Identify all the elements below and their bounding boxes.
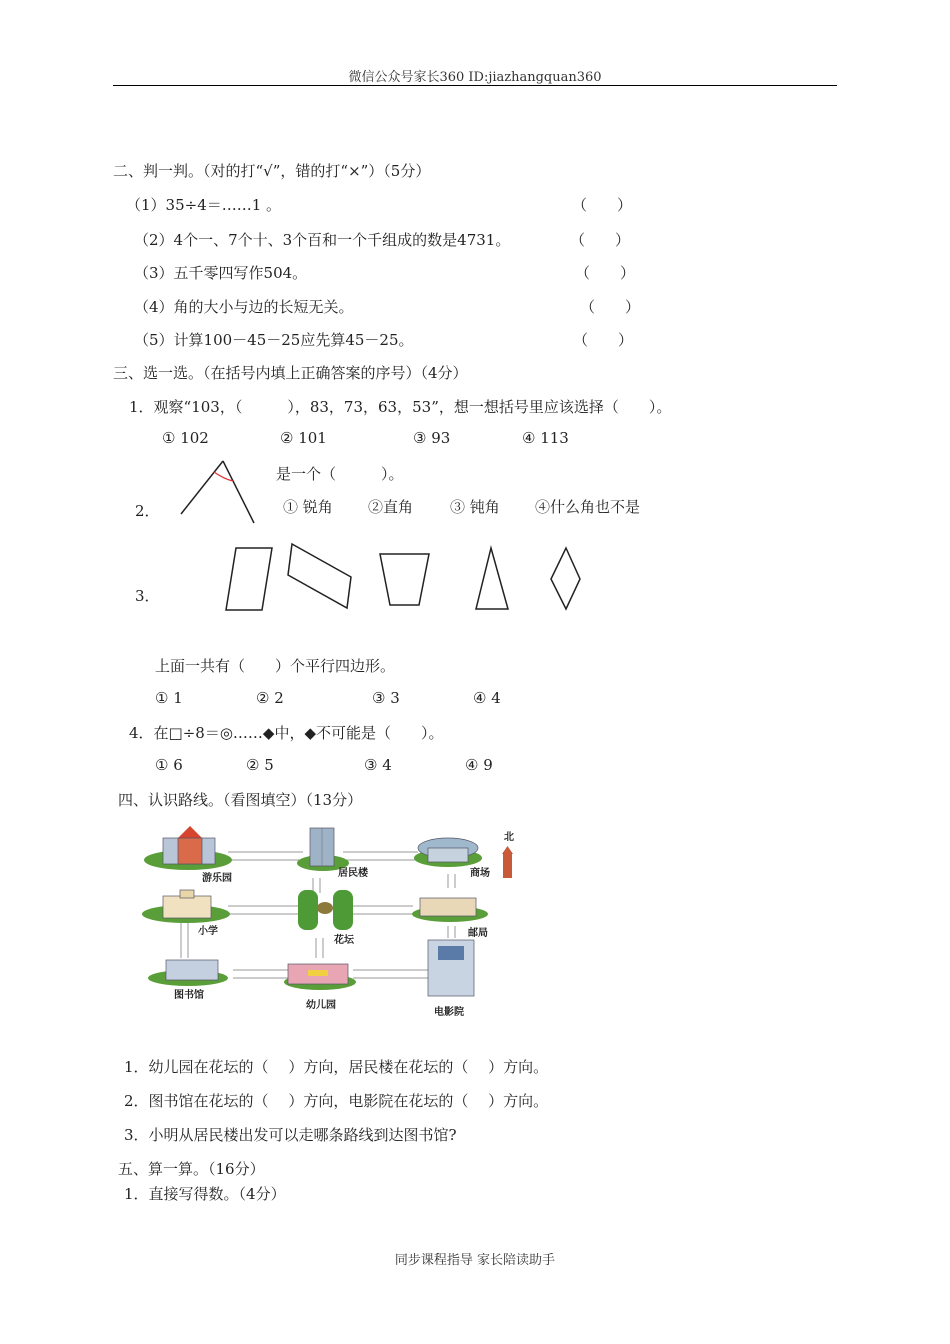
q3-option-4: ④ 4 — [473, 689, 501, 707]
parallelogram-shape-1 — [226, 548, 272, 610]
q1-option-3: ③ 93 — [413, 429, 451, 447]
angle-figure — [175, 455, 265, 530]
q3-option-1: ① 1 — [155, 689, 183, 707]
svg-text:居民楼: 居民楼 — [338, 868, 368, 879]
judge-blank-2: （ ） — [570, 231, 631, 249]
svg-text:图书馆: 图书馆 — [174, 990, 204, 1001]
page-header: 微信公众号家长360 ID:jiazhangquan360 — [348, 70, 602, 85]
judge-blank-4: （ ） — [580, 298, 641, 316]
trapezoid-shape — [380, 554, 429, 605]
judge-item-1: （1）35÷4＝……1 。 — [126, 196, 282, 214]
q2-option-2: ②直角 — [368, 498, 414, 516]
choice-q2-number: 2． — [135, 502, 160, 520]
svg-text:北: 北 — [504, 832, 514, 843]
header-rule — [113, 85, 837, 86]
mall-building — [414, 838, 482, 867]
svg-text:电影院: 电影院 — [434, 1007, 464, 1018]
svg-text:游乐园: 游乐园 — [202, 873, 232, 884]
residential-building — [297, 828, 349, 871]
park-building — [144, 826, 232, 870]
judge-item-5: （5）计算100－45－25应先算45－25。 — [134, 331, 414, 349]
choice-q4-text: 4．在□÷8＝◎……◆中，◆不可能是（ ）。 — [129, 724, 444, 742]
section2-title: 二、判一判。（对的打“√”，错的打“×”）（5分） — [113, 162, 431, 180]
judge-blank-1: （ ） — [572, 196, 633, 214]
svg-text:小学: 小学 — [198, 926, 218, 937]
q4-option-4: ④ 9 — [465, 756, 493, 774]
svg-text:幼儿园: 幼儿园 — [306, 1000, 336, 1011]
flowerbed — [298, 890, 353, 930]
judge-blank-3: （ ） — [575, 264, 636, 282]
q1-option-4: ④ 113 — [522, 429, 569, 447]
judge-blank-5: （ ） — [573, 331, 634, 349]
judge-item-2: （2）4个一、7个十、3个百和一个千组成的数是4731。 — [134, 231, 511, 249]
cinema-building — [428, 940, 474, 996]
section3-title: 三、选一选。（在括号内填上正确答案的序号）（4分） — [113, 364, 468, 382]
q3-option-3: ③ 3 — [372, 689, 400, 707]
choice-q1-text: 1．观察“103，（ ），83，73，63，53”，想一想括号里应该选择（ ）。 — [129, 398, 672, 416]
north-arrow — [502, 846, 513, 878]
svg-text:花坛: 花坛 — [334, 935, 354, 946]
section5-title: 五、算一算。（16分） — [118, 1160, 265, 1178]
q2-option-4: ④什么角也不是 — [535, 498, 641, 516]
route-map — [138, 818, 523, 1023]
q2-option-3: ③ 钝角 — [450, 498, 500, 516]
q4-option-3: ③ 4 — [364, 756, 392, 774]
q4-option-1: ① 6 — [155, 756, 183, 774]
q1-option-1: ① 102 — [162, 429, 209, 447]
q2-option-1: ① 锐角 — [283, 498, 333, 516]
route-question-3: 3．小明从居民楼出发可以走哪条路线到达图书馆? — [124, 1126, 457, 1144]
kindergarten-building — [284, 964, 356, 990]
q1-option-2: ② 101 — [280, 429, 327, 447]
q3-option-2: ② 2 — [256, 689, 284, 707]
parallelogram-shape-2 — [288, 544, 351, 608]
judge-item-3: （3）五千零四写作504。 — [134, 264, 308, 282]
choice-q2-text: 是一个（ ）。 — [276, 465, 404, 483]
school-building — [142, 890, 230, 923]
route-question-2: 2．图书馆在花坛的（ ）方向，电影院在花坛的（ ）方向。 — [124, 1092, 549, 1110]
section5-sub1: 1．直接写得数。（4分） — [124, 1185, 286, 1203]
route-question-1: 1．幼儿园在花坛的（ ）方向，居民楼在花坛的（ ）方向。 — [124, 1058, 549, 1076]
section4-title: 四、认识路线。（看图填空）（13分） — [118, 791, 363, 809]
choice-q3-number: 3． — [135, 587, 160, 605]
judge-item-4: （4）角的大小与边的长短无关。 — [134, 298, 354, 316]
rhombus-shape — [551, 548, 580, 609]
triangle-shape — [476, 548, 508, 609]
choice-q3-text: 上面一共有（ ）个平行四边形。 — [155, 657, 396, 675]
q4-option-2: ② 5 — [246, 756, 274, 774]
svg-text:邮局: 邮局 — [468, 928, 488, 939]
post-office-building — [412, 898, 488, 922]
page-footer: 同步课程指导 家长陪读助手 — [394, 1253, 556, 1268]
library-building — [148, 960, 228, 986]
svg-text:商场: 商场 — [470, 868, 490, 879]
shapes-figure — [220, 540, 590, 615]
